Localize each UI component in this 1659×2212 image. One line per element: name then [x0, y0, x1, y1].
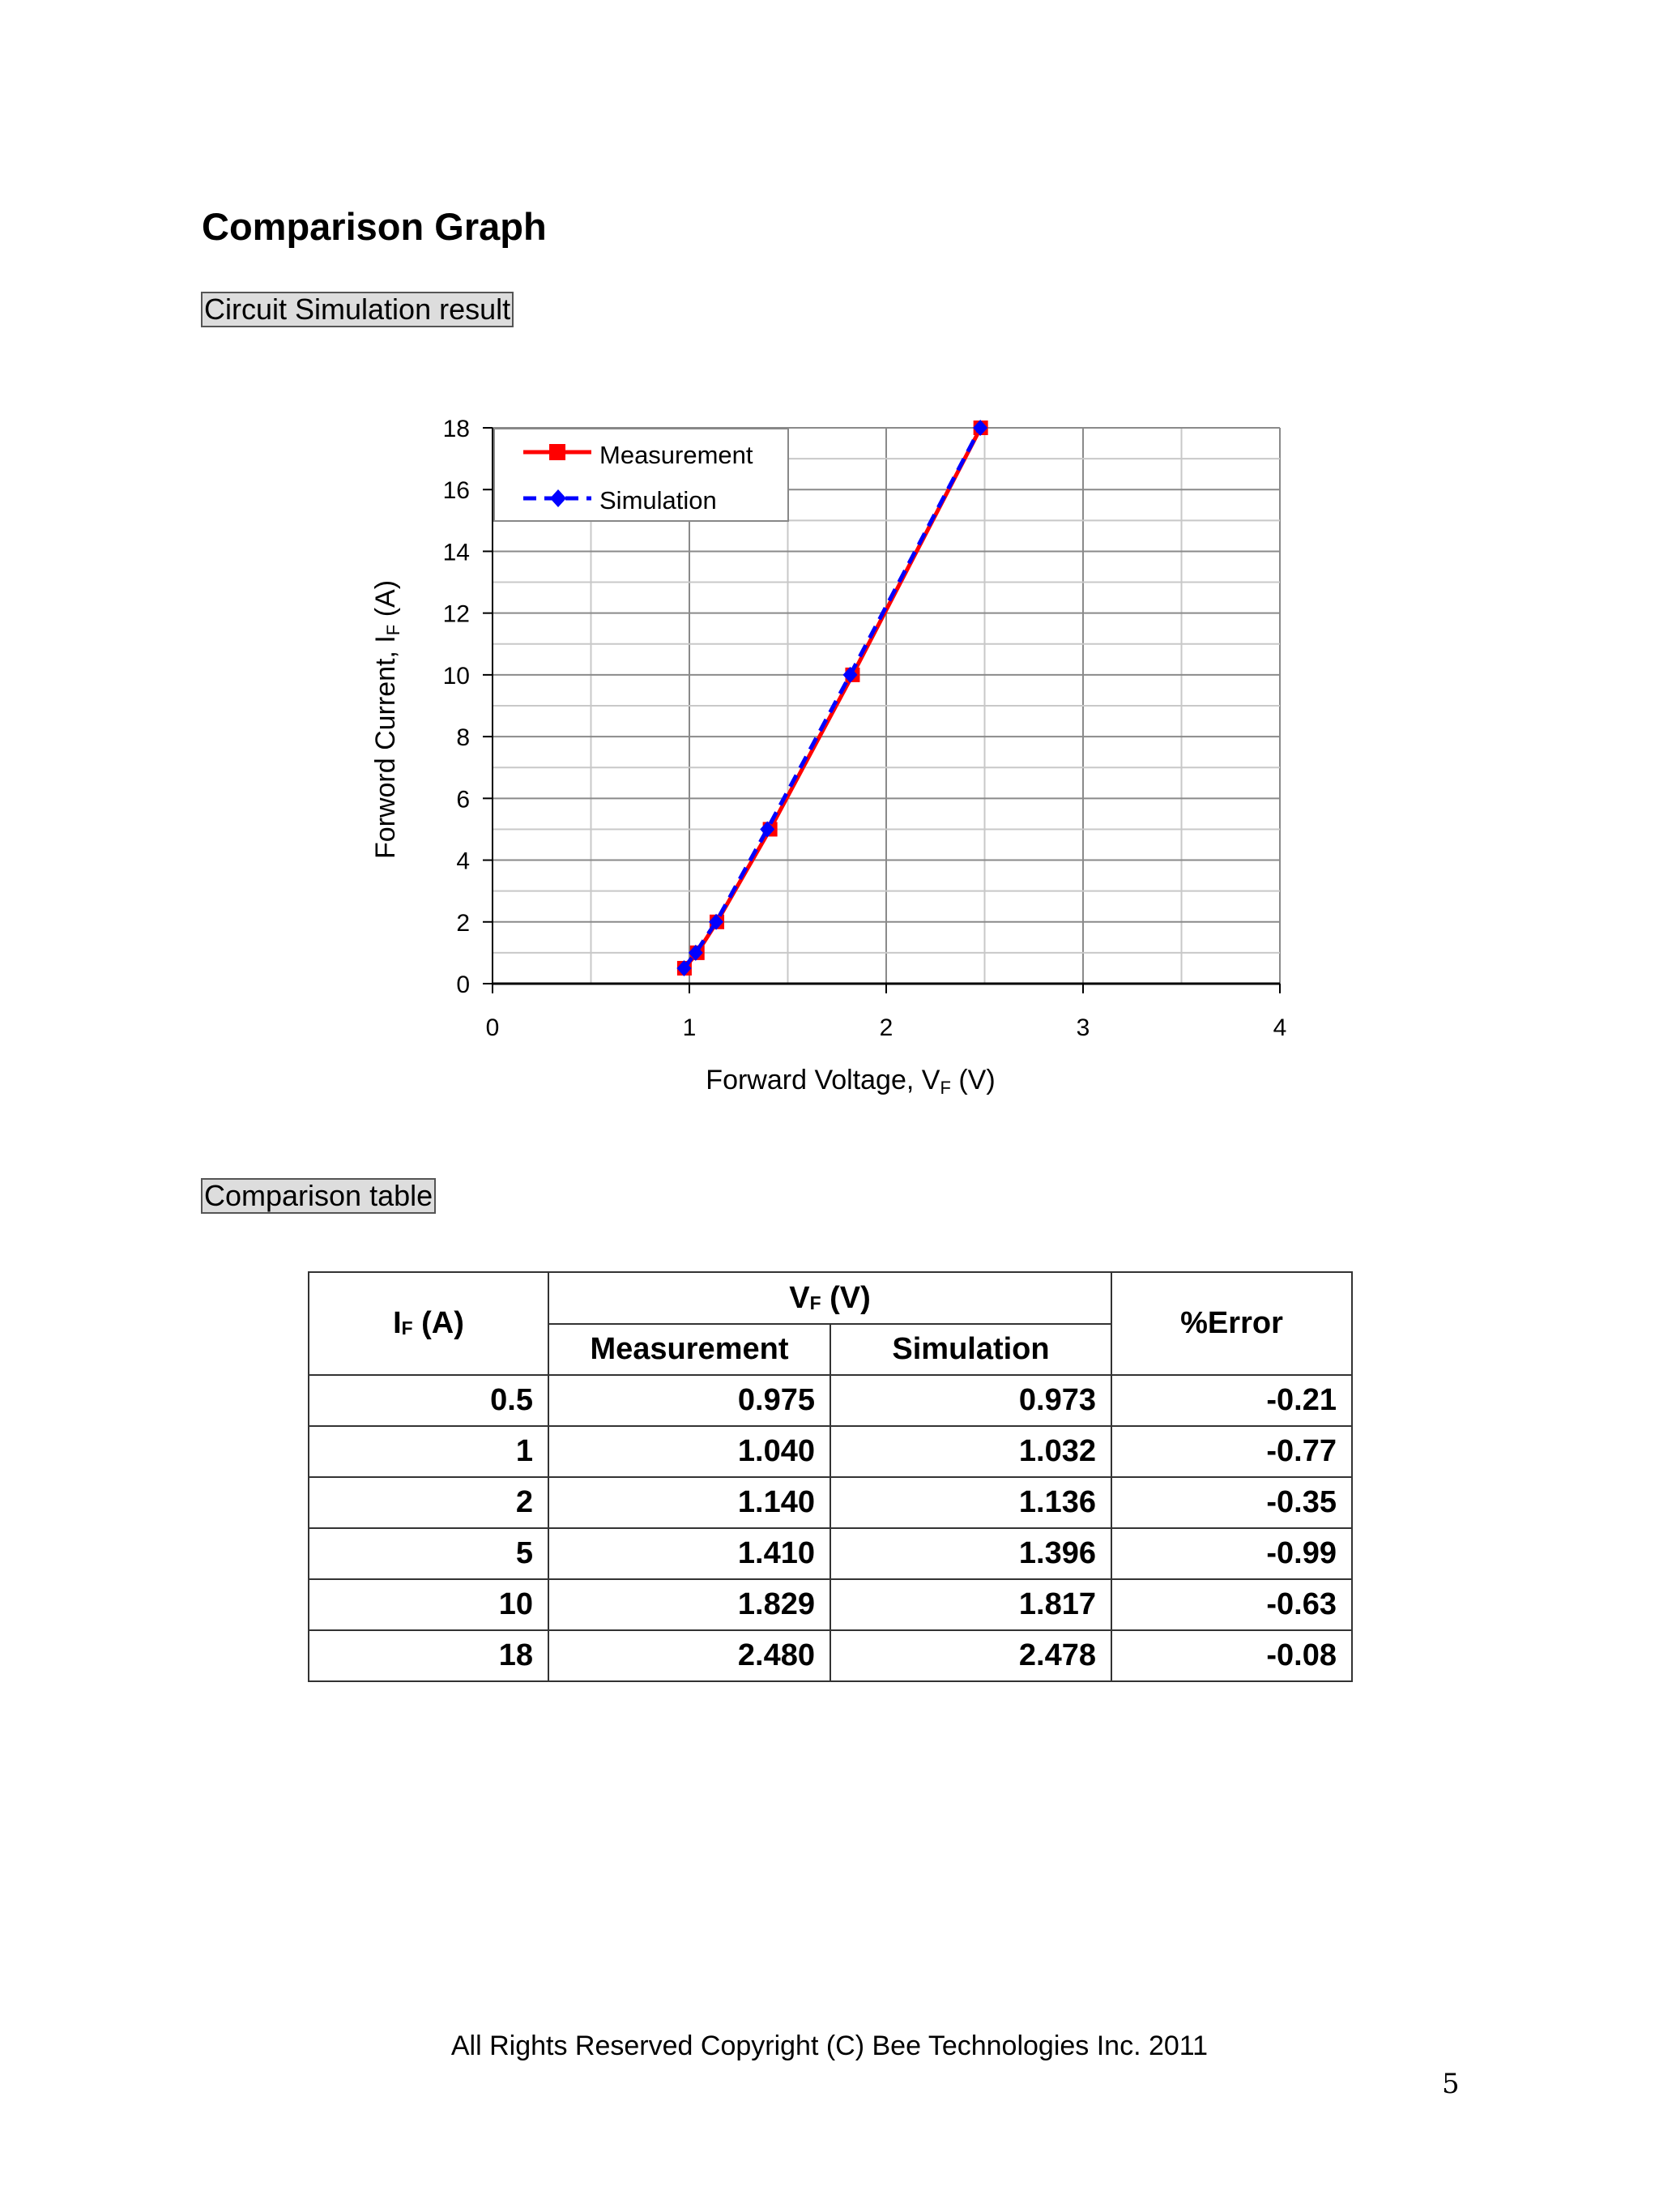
cell-if: 18 — [309, 1630, 548, 1681]
header-vf: $V_F$ (V) — [548, 1272, 1111, 1324]
table-row — [309, 1426, 1352, 1477]
legend-label-simulation: Simulation — [599, 486, 717, 515]
table-row — [309, 1477, 1352, 1528]
cell-measurement: 1.410 — [548, 1528, 830, 1579]
table-section-label: Comparison table — [201, 1178, 436, 1214]
simulation-section-label: Circuit Simulation result — [201, 292, 514, 327]
cell-measurement: 1.140 — [548, 1477, 830, 1528]
header-measurement: Measurement — [548, 1324, 830, 1375]
header-if: $I_F$ (A) — [309, 1272, 548, 1375]
x-tick-label: 1 — [682, 1014, 697, 1041]
cell-measurement: 1.040 — [548, 1426, 830, 1477]
legend — [494, 429, 788, 521]
x-axis-label: Forward Voltage, VF (V) — [706, 1065, 996, 1098]
cell-simulation: 2.478 — [830, 1630, 1111, 1681]
cell-if: 0.5 — [309, 1375, 548, 1426]
copyright-footer: All Rights Reserved Copyright (C) Bee Technologies Inc. 2011 — [450, 2031, 1209, 2061]
cell-measurement: 1.829 — [548, 1579, 830, 1630]
cell-simulation: 0.973 — [830, 1375, 1111, 1426]
x-tick-label: 4 — [1273, 1014, 1287, 1041]
page-title: Comparison Graph — [202, 205, 547, 248]
y-tick-label: 2 — [456, 909, 470, 937]
cell-error: -0.35 — [1111, 1477, 1352, 1528]
cell-if: 10 — [309, 1579, 548, 1630]
table-row — [309, 1579, 1352, 1630]
cell-simulation: 1.136 — [830, 1477, 1111, 1528]
y-tick-label: 8 — [456, 724, 470, 752]
cell-error: -0.63 — [1111, 1579, 1352, 1630]
legend-label-measurement: Measurement — [599, 441, 753, 469]
table-row — [309, 1528, 1352, 1579]
cell-simulation: 1.817 — [830, 1579, 1111, 1630]
cell-measurement: 0.975 — [548, 1375, 830, 1426]
cell-if: 1 — [309, 1426, 548, 1477]
y-tick-label: 4 — [456, 848, 470, 875]
x-tick-label: 3 — [1076, 1014, 1090, 1041]
cell-simulation: 1.032 — [830, 1426, 1111, 1477]
y-tick-label: 12 — [442, 600, 470, 628]
y-tick-label: 0 — [456, 971, 470, 998]
cell-error: -0.08 — [1111, 1630, 1352, 1681]
table-row — [309, 1375, 1352, 1426]
y-tick-label: 18 — [442, 416, 470, 442]
y-tick-label: 16 — [442, 477, 470, 505]
header-error: %Error — [1111, 1272, 1352, 1375]
comparison-table — [308, 1271, 1353, 1682]
cell-simulation: 1.396 — [830, 1528, 1111, 1579]
cell-error: -0.99 — [1111, 1528, 1352, 1579]
x-tick-label: 0 — [485, 1014, 500, 1041]
cell-error: -0.21 — [1111, 1375, 1352, 1426]
page-number: 5 — [1442, 2068, 1460, 2100]
y-tick-label: 6 — [456, 786, 470, 813]
cell-if: 5 — [309, 1528, 548, 1579]
x-tick-label: 2 — [879, 1014, 893, 1041]
cell-if: 2 — [309, 1477, 548, 1528]
header-simulation: Simulation — [830, 1324, 1111, 1375]
cell-error: -0.77 — [1111, 1426, 1352, 1477]
y-tick-label: 10 — [442, 662, 470, 690]
y-axis-label: Forword Current, IF (A) — [370, 579, 403, 860]
y-tick-label: 14 — [442, 539, 470, 566]
legend-square-marker-icon — [549, 444, 565, 460]
table-row — [309, 1630, 1352, 1681]
cell-measurement: 2.480 — [548, 1630, 830, 1681]
